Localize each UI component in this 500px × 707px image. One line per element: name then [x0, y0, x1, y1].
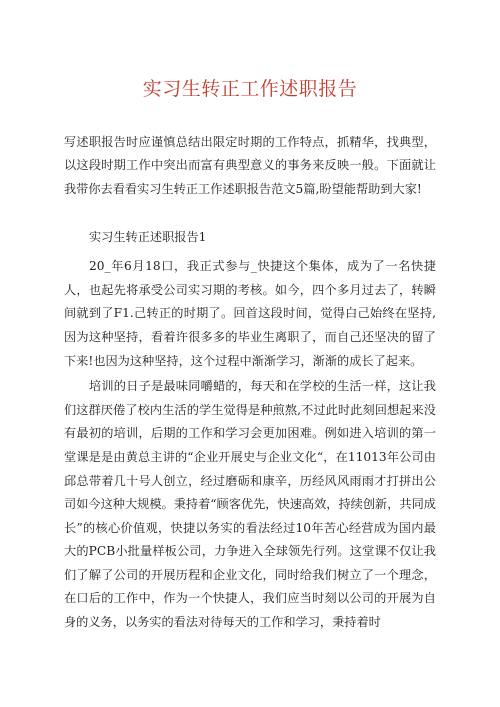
document-title: 实习生转正工作述职报告 — [142, 78, 358, 100]
body-paragraph-2: 培训的日子是最味同嚼蜡的，每天和在学校的生活一样，这让我们这群厌倦了校内生活的学生觉得是种煎熬,不过此时此刻回想起来没有最初的培训，后期的工作和学习会更加困难。例如进入培训的第一堂课是是由黄总主讲的“企业开展史与企业文化“，在11013年公司由邱总带着几十号人创立，经过磨砺和康辛，历经风风雨雨才打拼出公司如今这种大规模。秉持着“顾客优先，快速高效，持续创新，共同成长”的核心价值观，快捷以务实的看法经过10年苦心经营成为国内最大的PCB小批量样板公司，力争进入全球领先行列。这堂课不仅让我们了解了公司的开展历程和企业文化，同时给我们树立了一个理念，在口后的工作中，作为一个快捷人，我们应当时刻以公司的开展为自身的义务，以务实的看法对待每天的工作和学习，秉持着时 — [64, 379, 436, 630]
section-heading: 实习生转正述职报告1 — [89, 229, 207, 244]
body-paragraph-1: 20_年6月18口，我正式参与_快捷这个集体，成为了一名快捷人，也起先将承受公司实习期的考核。如今，四个多月过去了，转瞬间就到了F1.己转正的时期了。回首这段时间，觉得白己始终在坚持,因为这种坚持，看着许很多多的毕业生离职了，而自己还坚决的留了下来!也因为这种坚持，这个过程中渐渐学习，渐渐的成长了起来。 — [64, 259, 436, 368]
intro-paragraph: 写述职报告时应谨慎总结出限定时期的工作特点，抓精华，找典型，以这段时期工作中突出而富有典型意义的事务来反映一般。下面就让我带你去看看实习生转正工作述职报告范文5篇,盼望能帮助到大家! — [64, 134, 436, 196]
